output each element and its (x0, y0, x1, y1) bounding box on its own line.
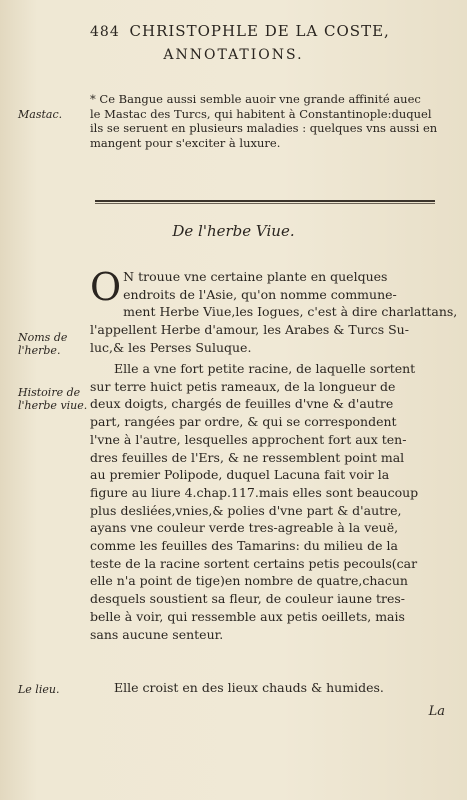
paragraph-line: part, rangées par ordre, & qui se correspondent (90, 414, 397, 430)
running-title: CHRISTOPHLE DE LA COSTE, (129, 22, 390, 40)
margin-note-line: l'herbe viue. (18, 399, 88, 412)
paragraph-line: sans aucune senteur. (90, 626, 224, 642)
paragraph-line: au premier Polipode, duquel Lacuna fait voir la (90, 467, 390, 483)
paragraph-line: plus desliées,vnies,& polies d'vne part & d'autre, (90, 502, 402, 518)
page-number: 484 (90, 24, 120, 40)
paragraph-line: desquels soustient sa fleur, de couleur iaune tres- (90, 591, 405, 607)
margin-note-line: l'herbe. (18, 344, 61, 357)
paragraph-line: l'appellent Herbe d'amour, les Arabes & Turcs Su- (90, 322, 409, 338)
section-divider (95, 200, 435, 202)
paragraph-line: dres feuilles de l'Ers, & ne ressemblent point mal (90, 449, 405, 465)
annotation-paragraph (90, 92, 440, 150)
paragraph-line: figure au liure 4.chap.117.mais elles sont beaucoup (90, 484, 419, 500)
margin-note-noms (18, 331, 88, 357)
paragraph-line: ment Herbe Viue,les Iogues, c'est à dire charlattans, (123, 304, 458, 320)
paragraph-line: N trouue vne certaine plante en quelques (123, 269, 388, 284)
annotation-line: le Mastac des Turcs, qui habitent à Constantinople:duquel (90, 106, 432, 121)
paragraph-line: elle n'a point de tige)en nombre de quatre,chacun (90, 573, 408, 589)
paragraph-line: belle à voir, qui ressemble aux petis oeillets, mais (90, 608, 405, 624)
margin-note-line: Histoire de (18, 386, 81, 399)
drop-cap: O (90, 265, 122, 309)
paragraph-3 (90, 679, 440, 697)
paragraph-2 (90, 360, 440, 643)
paragraph-line: endroits de l'Asie, qu'on nomme commune- (123, 286, 397, 302)
margin-note-histoire (18, 386, 88, 412)
annotation-line: ils se seruent en plusieurs maladies : quelques vns aussi en (90, 121, 438, 135)
annotations-heading: ANNOTATIONS. (163, 47, 304, 63)
margin-note-lieu: Le lieu. (18, 683, 60, 696)
paragraph-line: Elle a vne fort petite racine, de laquelle sortent (114, 361, 416, 376)
running-header (90, 22, 440, 40)
chapter-title: De l'herbe Viue. (172, 222, 295, 240)
paragraph-line: comme les feuilles des Tamarins: du milieu de la (90, 538, 398, 554)
paragraph-line: sur terre huict petis rameaux, de la longueur de (90, 378, 396, 394)
paragraph-line: ayans vne couleur verde tres-agreable à la veuë, (90, 520, 399, 536)
paragraph-line: deux doigts, chargés de feuilles d'vne & d'autre (90, 396, 394, 412)
annotation-line: mangent pour s'exciter à luxure. (90, 135, 281, 150)
margin-note-line: Noms de (18, 331, 68, 344)
catchword: La (428, 704, 445, 719)
margin-note-mastac: Mastac. (18, 108, 63, 121)
paragraph-line: Elle croist en des lieux chauds & humides. (114, 680, 384, 695)
paragraph-1 (90, 265, 458, 357)
annotation-line: * Ce Bangue aussi semble auoir vne grande affinité auec (90, 92, 421, 106)
paragraph-line: teste de la racine sortent certains petis pecouls(car (90, 555, 418, 571)
paragraph-line: luc,& les Perses Suluque. (90, 339, 252, 355)
paragraph-line: l'vne à l'autre, lesquelles approchent fort aux ten- (90, 431, 407, 447)
section-divider-thin (95, 203, 435, 204)
